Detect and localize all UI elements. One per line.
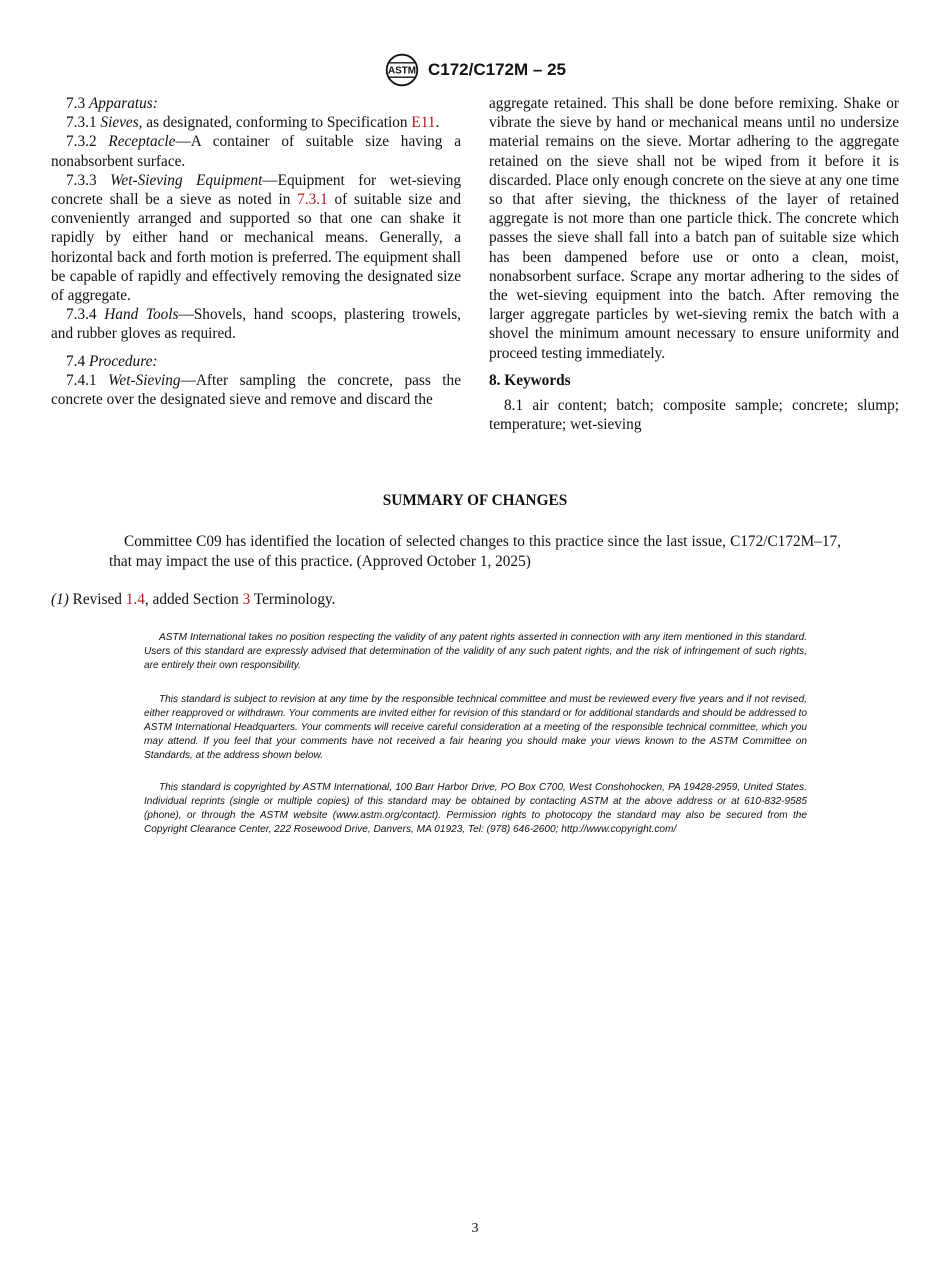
section-8-1: 8.1 air content; batch; composite sample; concrete; slump; temperature; wet-sieving (489, 397, 899, 434)
svg-text:ASTM: ASTM (388, 65, 416, 77)
summary-of-changes-heading: SUMMARY OF CHANGES (382, 492, 568, 509)
section-7-3-2: 7.3.2 Receptacle—A container of suitable size having a nonabsorbent surface. (51, 133, 461, 170)
change-item-1: (1) Revised 1.4, added Section 3 Terminology. (51, 591, 336, 608)
ref-section-3-link[interactable]: 3 (242, 591, 251, 608)
astm-logo-icon (384, 52, 420, 88)
section-7-3-4: 7.3.4 Hand Tools—Shovels, hand scoops, plastering trowels, and rubber gloves as required. (51, 306, 462, 343)
ref-1-4-link[interactable]: 1.4 (125, 591, 145, 608)
patent-notice: ASTM International takes no position respecting the validity of any patent rights asserted in connection with any item mentioned in this standard. Users of this standard are expressly advised that determination of the validity of any such patent rights, and the risk of infringement of such rights, are entirely their own responsibility. (144, 632, 807, 671)
section-7-3-1: 7.3.1 Sieves, as designated, conforming to Specification E11. (66, 114, 440, 132)
page-header (0, 52, 950, 93)
ref-7-3-1-link[interactable]: 7.3.1 (297, 191, 328, 209)
section-7-3: 7.3 Apparatus: (66, 95, 158, 112)
copyright-notice: This standard is copyrighted by ASTM International, 100 Barr Harbor Drive, PO Box C700, West Conshohocken, PA 19428-2959, United States. Individual reprints (single or multiple copies) of this standard may be obtained by contacting ASTM at the above address or at 610-832-9585 (phone), or through the ASTM website (www.astm.org/contact). Permission rights to photocopy the standard may also be secured from the Copyright Clearance Center, 222 Rosewood Drive, Danvers, MA 01923, Tel: (978) 646-2600; http://www.copyright.com/ (144, 782, 807, 835)
standard-designation: C172/C172M – 25 (428, 60, 566, 79)
summary-of-changes-text: Committee C09 has identified the location of selected changes to this practice since the last issue, C172/C172M–17, that may impact the use of this practice. (Approved October 1, 2025) (109, 533, 841, 570)
keywords-heading: 8. Keywords (489, 371, 571, 389)
section-7-4-1: 7.4.1 Wet-Sieving—After sampling the concrete, pass the concrete over the designated sieve and remove and discard the (51, 371, 461, 409)
right-column (489, 94, 899, 434)
revision-notice: This standard is subject to revision at any time by the responsible technical committee and must be reviewed every five years and if not revised, either reapproved or withdrawn. Your comments are invited either for revision of this standard or for additional standards and should be addressed to ASTM International Headquarters. Your comments will receive careful consideration at a meeting of the responsible technical committee, which you may attend. If you feel that your comments have not received a fair hearing you should make your views known to the ASTM Committee on Standards, at the address shown below. (144, 694, 808, 761)
section-7-3-3: 7.3.3 Wet-Sieving Equipment—Equipment for wet-sieving concrete shall be a sieve as noted in 7.3.1 of suitable size and conveniently arranged and supported so that one can shake it rapidly by either hand or mechanical means. Generally, a horizontal back and forth motion is preferred. The equipment shall be capable of rapidly and effectively removing the designated size of aggregate. (51, 171, 461, 305)
section-7-4: 7.4 Procedure: (66, 352, 158, 370)
section-7-4-1-continuation: aggregate retained. This shall be done before remixing. Shake or vibrate the sieve by hand or mechanical means until no undersize material remains on the sieve. Mortar adhering to the aggregate retained on the sieve shall not be wiped from it before it is discarded. Place only enough concrete on the sieve at any one time so that after sieving, the thickness of the layer of retained aggregate is not more than one particle thick. The concrete which passes the sieve shall fall into a batch pan of suitable size which has been dampened before use or onto a clean, moist, nonabsorbent surface. Scrape any mortar adhering to the sides of the wet-sieving equipment into the batch. After removing the larger aggregate particles by wet-sieving remix the batch with a shovel the minimum amount necessary to ensure uniformity and proceed testing immediately. (489, 95, 899, 362)
ref-e11-link[interactable]: E11 (411, 114, 436, 132)
left-column (51, 94, 461, 409)
page-number: 3 (471, 1221, 479, 1236)
